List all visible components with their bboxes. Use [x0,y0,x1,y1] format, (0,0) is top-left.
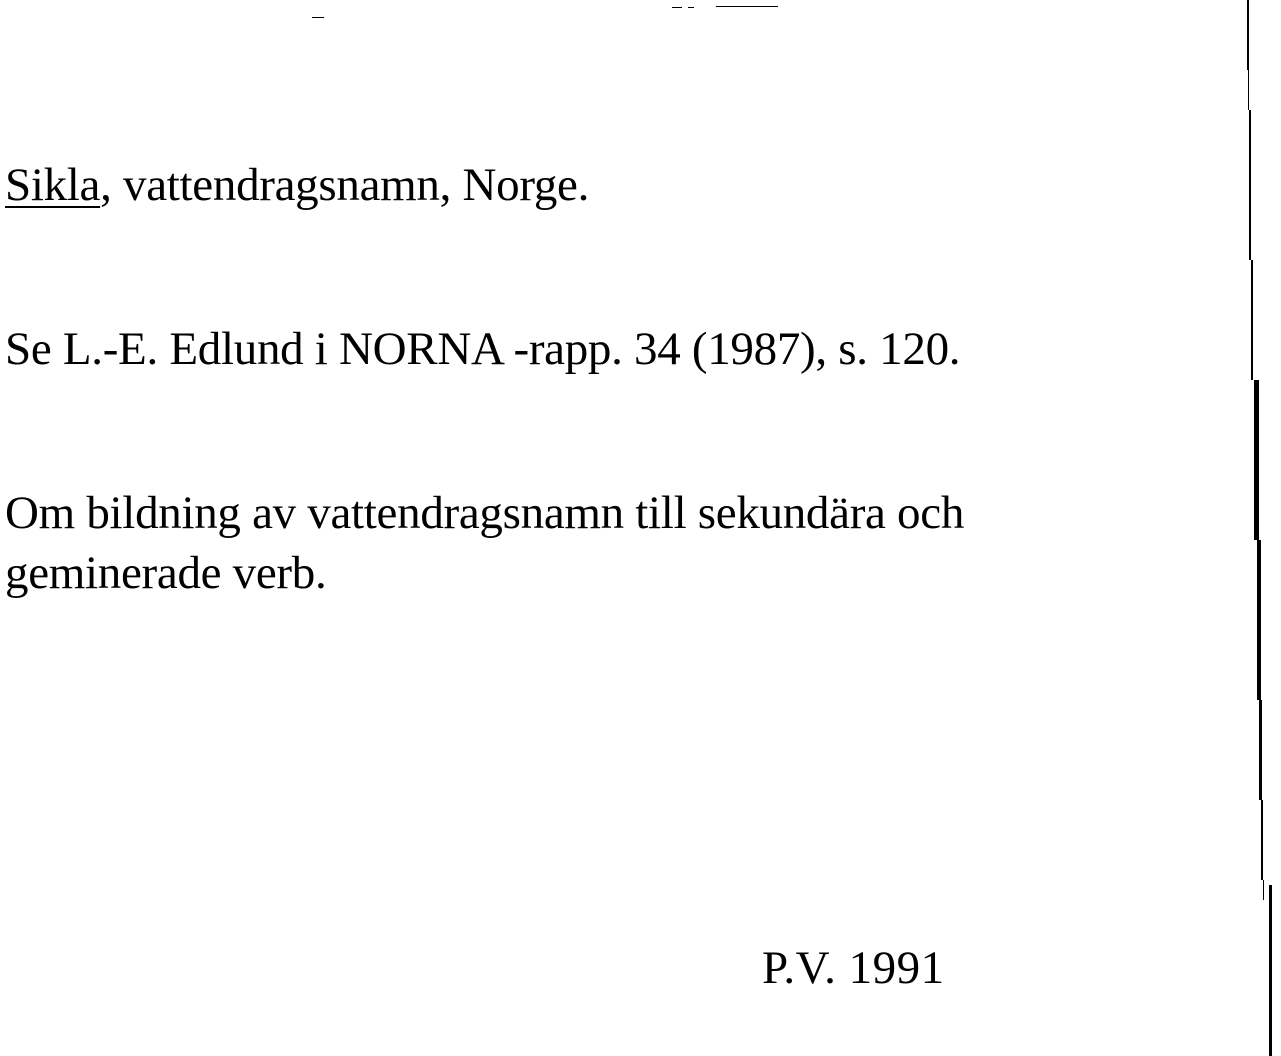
headword-description: , vattendragsnamn, Norge. [100,159,590,211]
reference-line: Se L.-E. Edlund i NORNA -rapp. 34 (1987), s. 120. [5,323,961,375]
signature-date: P.V. 1991 [762,942,945,994]
scan-right-edge [1247,0,1281,1056]
note-line-1: Om bildning av vattendragsnamn till sekundära och [5,487,965,539]
scan-top-marks [0,0,1281,20]
headword-line [5,159,590,211]
note-line-2: geminerade verb. [5,547,327,599]
headword: Sikla [5,159,101,211]
